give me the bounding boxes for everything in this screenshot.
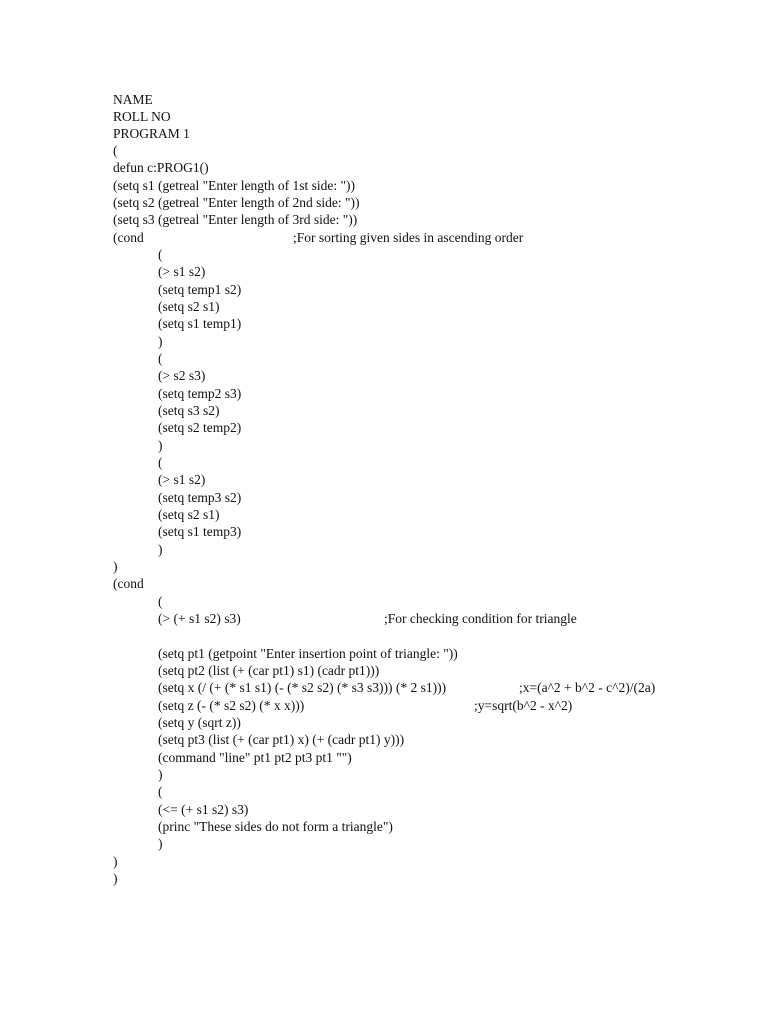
code-line: (setq pt2 (list (+ (car pt1) s1) (cadr pt1))) [158,663,380,678]
code-line: ) [158,767,163,782]
code-line: (setq temp1 s2) [158,282,242,297]
code-line: ( [158,351,163,366]
code-line: (setq s3 (getreal "Enter length of 3rd side: ")) [113,212,358,227]
code-line: ) [158,836,163,851]
code-line: (setq s2 s1) [158,299,220,314]
code-line: (> s1 s2) [158,472,206,487]
code-line: ) [158,334,163,349]
code-line: (setq pt1 (getpoint "Enter insertion point of triangle: ")) [158,646,458,661]
code-line: (setq s2 temp2) [158,420,242,435]
code-line: ) [158,542,163,557]
program-heading: PROGRAM 1 [113,126,190,141]
name-heading: NAME [113,92,153,107]
code-comment: ;x=(a^2 + b^2 - c^2)/(2a) [519,680,656,695]
code-line: (setq s1 temp1) [158,316,242,331]
code-line: defun c:PROG1() [113,160,209,175]
code-line: ( [113,143,118,158]
code-line: (setq z (- (* s2 s2) (* x x))) [158,698,305,713]
code-line: (cond [113,576,144,591]
code-line: (> s2 s3) [158,368,206,383]
code-line: ) [113,871,118,886]
code-comment: ;For sorting given sides in ascending order [293,230,524,245]
code-line: (setq s1 (getreal "Enter length of 1st side: ")) [113,178,355,193]
code-line: (setq s3 s2) [158,403,220,418]
code-line: (setq s2 (getreal "Enter length of 2nd side: ")) [113,195,360,210]
code-line: (> (+ s1 s2) s3) [158,611,241,626]
code-line: ( [158,594,163,609]
code-comment: ;y=sqrt(b^2 - x^2) [474,698,573,713]
code-line: ( [158,784,163,799]
code-line: (setq x (/ (+ (* s1 s1) (- (* s2 s2) (* s3 s3))) (* 2 s1))) [158,680,447,695]
code-line: (> s1 s2) [158,264,206,279]
code-line: (<= (+ s1 s2) s3) [158,802,249,817]
code-comment: ;For checking condition for triangle [384,611,577,626]
code-line: (setq s1 temp3) [158,524,242,539]
code-line: (setq temp2 s3) [158,386,242,401]
code-line: ) [113,559,118,574]
code-line: ) [158,438,163,453]
code-line: (setq temp3 s2) [158,490,242,505]
code-line: (setq y (sqrt z)) [158,715,241,730]
code-line: (princ "These sides do not form a triangle") [158,819,393,834]
code-line: (command "line" pt1 pt2 pt3 pt1 "") [158,750,352,765]
code-line: (setq s2 s1) [158,507,220,522]
code-line: ) [113,854,118,869]
roll-no-heading: ROLL NO [113,109,171,124]
code-line: (cond [113,230,144,245]
code-line: ( [158,247,163,262]
code-line: ( [158,455,163,470]
code-line: (setq pt3 (list (+ (car pt1) x) (+ (cadr pt1) y))) [158,732,405,747]
